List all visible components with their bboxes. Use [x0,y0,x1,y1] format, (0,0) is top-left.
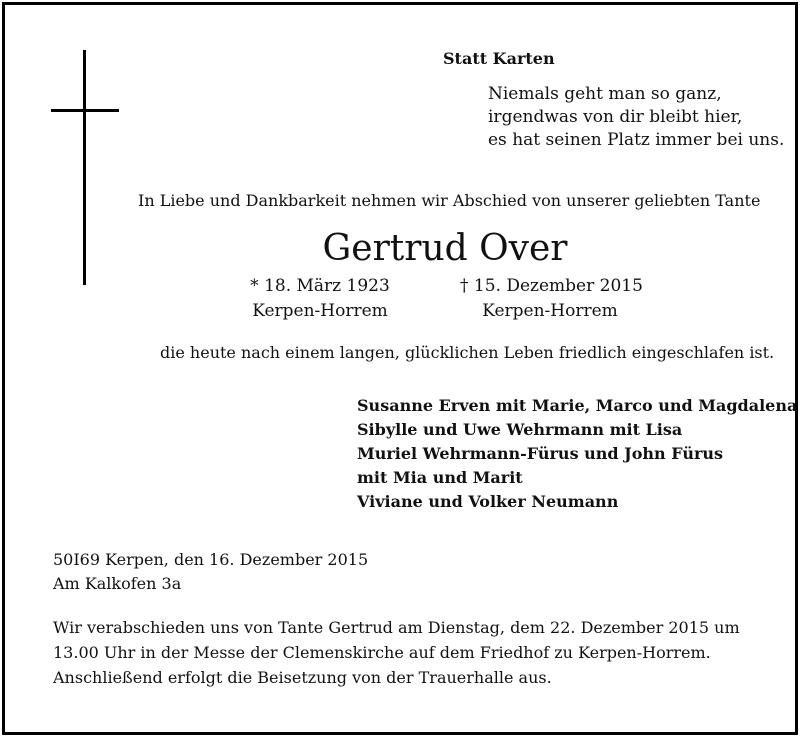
birth-place: Kerpen-Horrem [252,301,388,321]
signer-line: Viviane und Volker Neumann [357,492,619,511]
statt-karten-heading: Statt Karten [443,49,555,68]
poem [488,83,784,152]
signer-line: mit Mia und Marit [357,468,523,487]
cross-icon [83,50,86,285]
signers-list [357,394,797,514]
birth-date: * 18. März 1923 [250,276,390,296]
deceased-name: Gertrud Over [322,228,568,269]
service-line: Anschließend erfolgt die Beisetzung von der Trauerhalle aus. [53,668,552,687]
death-date: † 15. Dezember 2015 [460,276,643,296]
poem-line: irgendwas von dir bleibt hier, [488,107,743,127]
poem-line: Niemals geht man so ganz, [488,84,722,104]
signer-line: Sibylle und Uwe Wehrmann mit Lisa [357,420,683,439]
service-line: 13.00 Uhr in der Messe der Clemenskirche auf dem Friedhof zu Kerpen-Horrem. [53,643,711,662]
signer-line: Susanne Erven mit Marie, Marco und Magdalena [357,396,798,415]
intro-text: In Liebe und Dankbarkeit nehmen wir Abschied von unserer geliebten Tante [138,191,761,210]
passing-text: die heute nach einem langen, glücklichen Leben friedlich eingeschlafen ist. [160,343,775,362]
cross-icon-bar [51,109,119,112]
address-street-line: Am Kalkofen 3a [53,574,182,593]
address-date-line: 50I69 Kerpen, den 16. Dezember 2015 [53,550,369,569]
poem-line: es hat seinen Platz immer bei uns. [488,130,785,150]
death-place: Kerpen-Horrem [482,301,618,321]
service-info [53,615,740,690]
service-line: Wir verabschieden uns von Tante Gertrud am Dienstag, dem 22. Dezember 2015 um [53,618,740,637]
address-block [53,548,368,596]
signer-line: Muriel Wehrmann-Fürus und John Fürus [357,444,724,463]
